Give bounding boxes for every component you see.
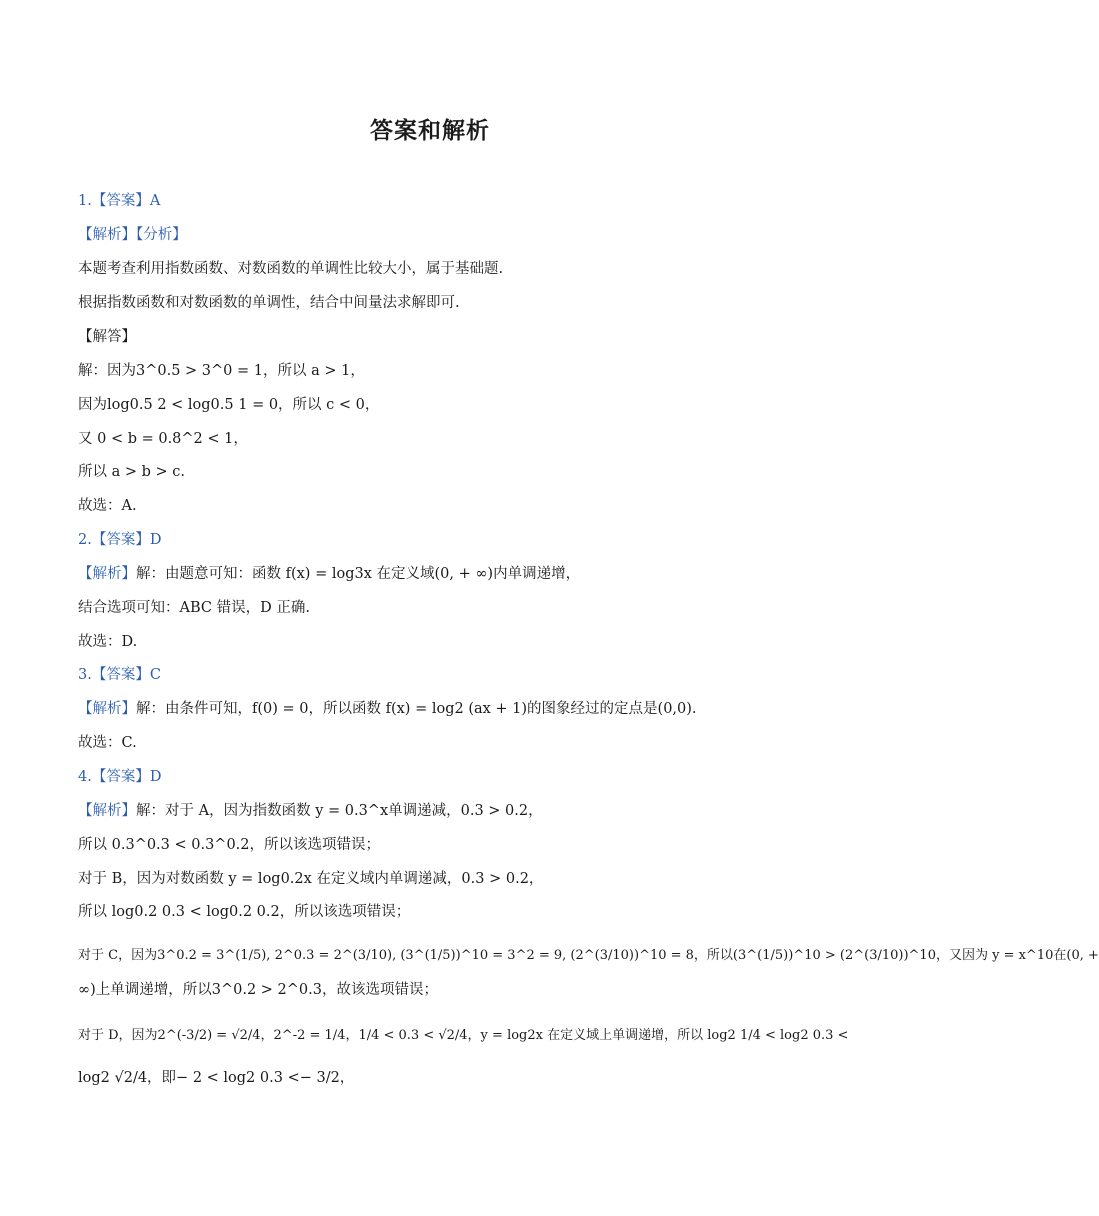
q2-tag-label: 【解析】 xyxy=(78,566,136,582)
q1-analysis-p2: 根据指数函数和对数函数的单调性，结合中间量法求解即可. xyxy=(78,295,460,311)
q4-line-3: 对于 B，因为对数函数 y = log0.2x 在定义域内单调递减，0.3 > 0.2， xyxy=(78,871,544,887)
q1-analysis-p1: 本题考查利用指数函数、对数函数的单调性比较大小，属于基础题. xyxy=(78,261,504,277)
q1-solve-tag: 【解答】 xyxy=(78,329,136,345)
q1-tag-label: 【解析】【分析】 xyxy=(78,227,187,243)
q4-line-2: 所以 0.3^0.3 < 0.3^0.2，所以该选项错误； xyxy=(78,837,381,853)
q3-p1: 解：由条件可知，f(0) = 0，所以函数 f(x) = log2 (ax + 1)的图象经过的定点是(0,0). xyxy=(136,701,697,717)
page-title: 答案和解析 xyxy=(370,118,490,144)
q1-step-2: 因为log0.5 2 < log0.5 1 = 0，所以 c < 0， xyxy=(78,397,380,413)
q2-p1: 解：由题意可知：函数 f(x) = log3x 在定义域(0, + ∞)内单调递增， xyxy=(136,566,581,582)
q4-line-8: log2 √2/4，即− 2 < log2 0.3 <− 3/2， xyxy=(78,1070,355,1086)
q1-step-3: 又 0 < b = 0.8^2 < 1， xyxy=(78,431,248,447)
q1-answer-heading: 1.【答案】A xyxy=(78,193,161,209)
q4-answer-heading: 4.【答案】D xyxy=(78,769,162,785)
q3-answer-heading: 3.【答案】C xyxy=(78,667,161,683)
q1-analysis-tag xyxy=(78,223,790,247)
q3-line-1 xyxy=(78,697,790,721)
q1-choice: 故选：A. xyxy=(78,498,137,514)
q3-tag-label: 【解析】 xyxy=(78,701,136,717)
q4-line-4: 所以 log0.2 0.3 < log0.2 0.2，所以该选项错误； xyxy=(78,904,411,920)
q2-choice: 故选：D. xyxy=(78,634,138,650)
q2-line-2: 结合选项可知：ABC 错误，D 正确. xyxy=(78,600,310,616)
q1-step-1: 解：因为3^0.5 > 3^0 = 1，所以 a > 1， xyxy=(78,363,365,379)
q1-step-4: 所以 a > b > c. xyxy=(78,464,186,480)
q4-p1: 解：对于 A，因为指数函数 y = 0.3^x单调递减，0.3 > 0.2， xyxy=(136,803,543,819)
q4-line-5: 对于 C，因为3^0.2 = 3^(1/5), 2^0.3 = 2^(3/10), (3^(1/5))^10 = 3^2 = 9, (2^(3/10))^10 = 8，所以(3^(1/5))^10 > (2^(3/10))^10，又因为 y = x^10在(0, + xyxy=(78,948,1099,963)
q4-line-7: 对于 D，因为2^(-3/2) = √2/4，2^-2 = 1/4，1/4 < 0.3 < √2/4，y = log2x 在定义域上单调递增，所以 log2 1/4 < log2 0.3 < xyxy=(78,1028,849,1043)
q3-choice: 故选：C. xyxy=(78,735,137,751)
q4-line-1 xyxy=(78,799,790,823)
q2-answer-heading: 2.【答案】D xyxy=(78,532,162,548)
q4-line-6: ∞)上单调递增，所以3^0.2 > 2^0.3，故该选项错误； xyxy=(78,982,438,998)
q4-tag-label: 【解析】 xyxy=(78,803,136,819)
q2-line-1 xyxy=(78,562,790,586)
